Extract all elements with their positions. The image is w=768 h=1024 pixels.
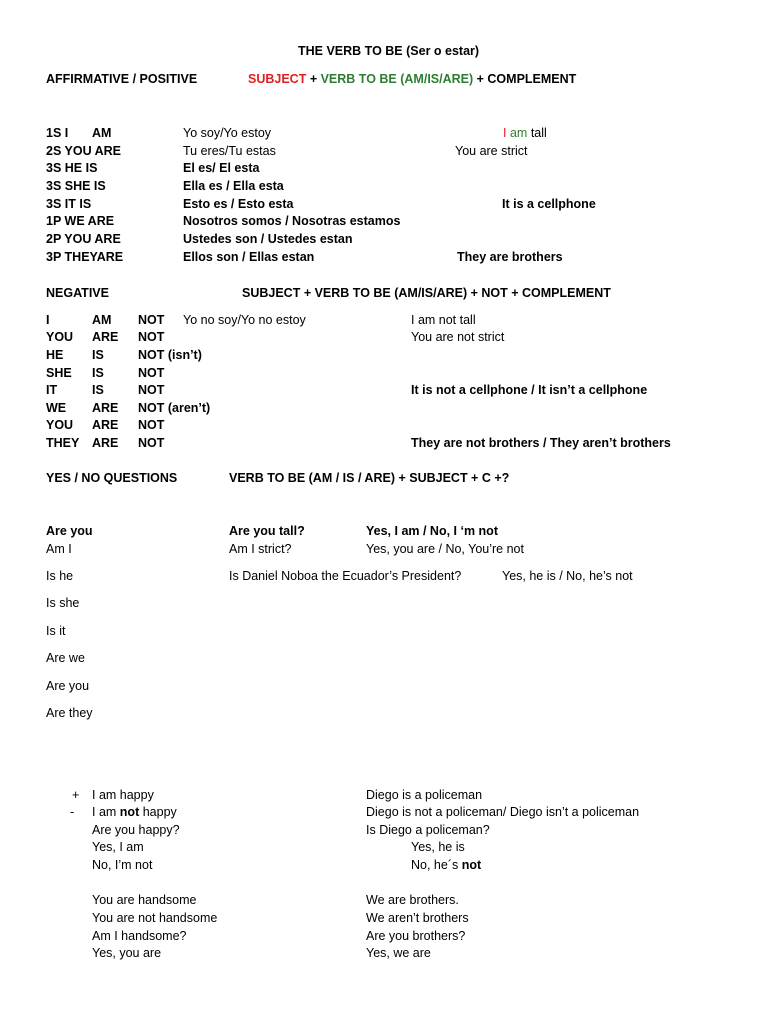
practice-left-4: Yes, I am bbox=[92, 840, 144, 854]
practice-right-9: Yes, we are bbox=[366, 946, 431, 960]
negative-formula: SUBJECT + VERB TO BE (AM/IS/ARE) + NOT + COMPLEMENT bbox=[242, 286, 611, 300]
neg-pronoun-3: HE bbox=[46, 348, 64, 362]
aff-person-2: 2S YOU ARE bbox=[46, 144, 122, 158]
formula-plus: + bbox=[306, 72, 321, 86]
practice-left-2a: I am bbox=[92, 805, 120, 819]
affirmative-formula bbox=[248, 72, 576, 87]
questions-label: YES / NO QUESTIONS bbox=[46, 471, 178, 485]
aff-spanish-6: Nosotros somos / Nosotras estamos bbox=[183, 214, 401, 228]
affirmative-label: AFFIRMATIVE / POSITIVE bbox=[46, 72, 198, 86]
question-starter-3: Is he bbox=[46, 569, 74, 583]
neg-not-8: NOT bbox=[138, 436, 165, 450]
neg-verb-4: IS bbox=[92, 366, 104, 380]
neg-not-6: NOT (aren’t) bbox=[138, 401, 211, 415]
practice-left-2c: happy bbox=[139, 805, 177, 819]
practice-right-6: We are brothers. bbox=[366, 893, 459, 907]
aff-person-3: 3S HE IS bbox=[46, 161, 98, 175]
aff-person-4: 3S SHE IS bbox=[46, 179, 106, 193]
aff-verb-1: AM bbox=[92, 126, 112, 140]
practice-left-9: Yes, you are bbox=[92, 946, 162, 960]
answer-example-2: Yes, you are / No, You’re not bbox=[366, 542, 524, 556]
aff-example-1 bbox=[503, 126, 547, 141]
aff-person-5: 3S IT IS bbox=[46, 197, 92, 211]
neg-pronoun-6: WE bbox=[46, 401, 67, 415]
aff-person-7: 2P YOU ARE bbox=[46, 232, 121, 246]
example-subject: I bbox=[503, 126, 507, 140]
practice-left-8: Am I handsome? bbox=[92, 929, 187, 943]
formula-verb: VERB TO BE (AM/IS/ARE) bbox=[320, 72, 474, 86]
aff-person-1: 1S I bbox=[46, 126, 69, 140]
practice-right-4: Yes, he is bbox=[411, 840, 465, 854]
answer-example-3: Yes, he is / No, he’s not bbox=[502, 569, 633, 583]
aff-example-5: It is a cellphone bbox=[502, 197, 596, 211]
practice-right-5 bbox=[411, 858, 481, 873]
neg-pronoun-8: THEY bbox=[46, 436, 80, 450]
practice-left-2 bbox=[92, 805, 177, 820]
practice-right-5b: not bbox=[461, 858, 482, 872]
neg-example-1: I am not tall bbox=[411, 313, 476, 327]
neg-example-8: They are not brothers / They aren’t brothers bbox=[411, 436, 671, 450]
practice-left-2b: not bbox=[119, 805, 140, 819]
neg-not-2: NOT bbox=[138, 330, 165, 344]
neg-pronoun-1: I bbox=[46, 313, 50, 327]
answer-example-1: Yes, I am / No, I ‘m not bbox=[366, 524, 498, 538]
question-starter-7: Are you bbox=[46, 679, 90, 693]
question-starter-6: Are we bbox=[46, 651, 85, 665]
aff-spanish-1: Yo soy/Yo estoy bbox=[183, 126, 272, 140]
aff-person-8: 3P THEYARE bbox=[46, 250, 124, 264]
question-example-3: Is Daniel Noboa the Ecuador’s President? bbox=[229, 569, 462, 583]
neg-not-7: NOT bbox=[138, 418, 165, 432]
neg-verb-5: IS bbox=[92, 383, 104, 397]
practice-left-7: You are not handsome bbox=[92, 911, 218, 925]
neg-pronoun-7: YOU bbox=[46, 418, 74, 432]
neg-verb-1: AM bbox=[92, 313, 112, 327]
question-starter-5: Is it bbox=[46, 624, 66, 638]
neg-spanish-1: Yo no soy/Yo no estoy bbox=[183, 313, 306, 327]
question-example-2: Am I strict? bbox=[229, 542, 292, 556]
neg-not-3: NOT (isn’t) bbox=[138, 348, 202, 362]
aff-spanish-2: Tu eres/Tu estas bbox=[183, 144, 276, 158]
aff-spanish-8: Ellos son / Ellas estan bbox=[183, 250, 315, 264]
page-title: THE VERB TO BE (Ser o estar) bbox=[298, 44, 480, 58]
practice-right-2: Diego is not a policeman/ Diego isn’t a policeman bbox=[366, 805, 640, 819]
question-starter-4: Is she bbox=[46, 596, 80, 610]
neg-verb-2: ARE bbox=[92, 330, 119, 344]
question-starter-2: Am I bbox=[46, 542, 72, 556]
neg-verb-3: IS bbox=[92, 348, 104, 362]
aff-example-8: They are brothers bbox=[457, 250, 563, 264]
questions-formula: VERB TO BE (AM / IS / ARE) + SUBJECT + C +? bbox=[229, 471, 510, 485]
neg-example-5: It is not a cellphone / It isn’t a cellphone bbox=[411, 383, 648, 397]
practice-right-1: Diego is a policeman bbox=[366, 788, 483, 802]
example-verb: am bbox=[509, 126, 528, 140]
aff-spanish-7: Ustedes son / Ustedes estan bbox=[183, 232, 353, 246]
neg-pronoun-5: IT bbox=[46, 383, 58, 397]
plus-marker: + bbox=[72, 788, 80, 802]
formula-rest: + COMPLEMENT bbox=[473, 72, 577, 86]
practice-left-5: No, I’m not bbox=[92, 858, 153, 872]
aff-example-2: You are strict bbox=[455, 144, 528, 158]
practice-right-3: Is Diego a policeman? bbox=[366, 823, 490, 837]
practice-left-6: You are handsome bbox=[92, 893, 197, 907]
practice-left-3: Are you happy? bbox=[92, 823, 180, 837]
aff-person-6: 1P WE ARE bbox=[46, 214, 115, 228]
neg-not-4: NOT bbox=[138, 366, 165, 380]
neg-pronoun-4: SHE bbox=[46, 366, 72, 380]
question-example-1: Are you tall? bbox=[229, 524, 305, 538]
formula-subject: SUBJECT bbox=[248, 72, 307, 86]
practice-right-5a: No, he´s bbox=[411, 858, 462, 872]
aff-spanish-5: Esto es / Esto esta bbox=[183, 197, 294, 211]
aff-spanish-3: El es/ El esta bbox=[183, 161, 260, 175]
question-starter-1: Are you bbox=[46, 524, 93, 538]
question-starter-8: Are they bbox=[46, 706, 93, 720]
negative-label: NEGATIVE bbox=[46, 286, 109, 300]
neg-example-2: You are not strict bbox=[411, 330, 505, 344]
neg-pronoun-2: YOU bbox=[46, 330, 74, 344]
neg-verb-8: ARE bbox=[92, 436, 119, 450]
practice-left-1: I am happy bbox=[92, 788, 154, 802]
practice-right-7: We aren’t brothers bbox=[366, 911, 469, 925]
neg-not-5: NOT bbox=[138, 383, 165, 397]
neg-verb-7: ARE bbox=[92, 418, 119, 432]
neg-not-1: NOT bbox=[138, 313, 165, 327]
minus-marker: - bbox=[70, 805, 75, 819]
aff-spanish-4: Ella es / Ella esta bbox=[183, 179, 284, 193]
example-rest: tall bbox=[527, 126, 547, 140]
practice-right-8: Are you brothers? bbox=[366, 929, 466, 943]
neg-verb-6: ARE bbox=[92, 401, 119, 415]
